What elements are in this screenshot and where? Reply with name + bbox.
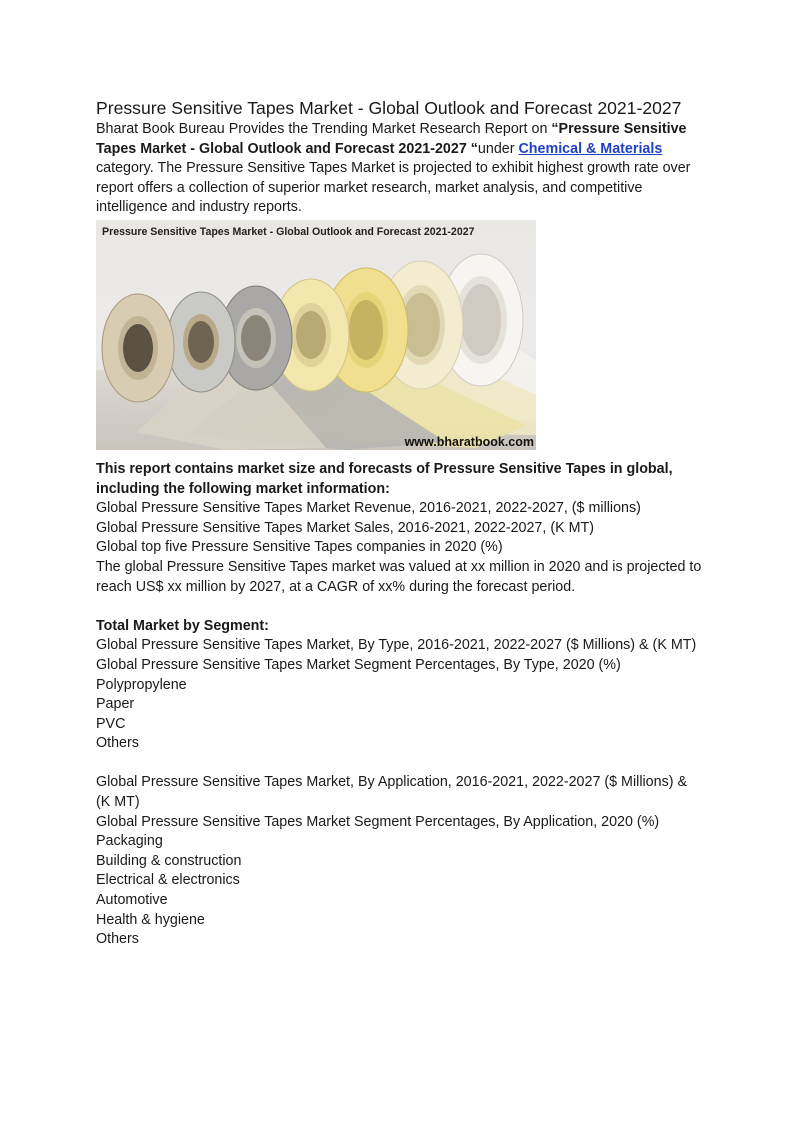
application-item: Others [96,931,139,948]
report-line: Global Pressure Sensitive Tapes Market Revenue, 2016-2021, 2022-2027, ($ millions) [96,500,641,517]
intro-under: under [477,140,519,157]
type-item: PVC [96,715,126,732]
segments-heading: Total Market by Segment: [96,617,269,634]
open-quote: “ [551,121,559,137]
report-contents-heading: This report contains market size and forecasts of Pressure Sensitive Tapes in global, including the following market information: [96,460,673,497]
close-quote: “ [466,140,478,157]
banner-image [96,220,536,450]
category-link[interactable]: Chemical & Materials [518,140,663,157]
application-line: Global Pressure Sensitive Tapes Market, By Application, 2016-2021, 2022-2027 ($ Millions) & (K MT) [96,774,687,811]
application-item: Packaging [96,833,163,850]
intro-prefix: Bharat Book Bureau Provides the Trending Market Research Report on [96,121,552,137]
type-item: Polypropylene [96,676,187,693]
application-item: Health & hygiene [96,911,205,928]
report-line: Global top five Pressure Sensitive Tapes companies in 2020 (%) [96,539,503,556]
intro-paragraph [96,120,702,218]
document-page [96,96,702,950]
application-item: Building & construction [96,852,242,869]
application-item: Electrical & electronics [96,872,240,889]
tape-rolls-illustration [96,220,536,450]
application-line: Global Pressure Sensitive Tapes Market Segment Percentages, By Application, 2020 (%) [96,813,660,830]
report-line: Global Pressure Sensitive Tapes Market Sales, 2016-2021, 2022-2027, (K MT) [96,519,595,536]
type-line: Global Pressure Sensitive Tapes Market, By Type, 2016-2021, 2022-2027 ($ Millions) & (K MT) [96,637,697,654]
page-title: Pressure Sensitive Tapes Market - Global Outlook and Forecast 2021-2027 [96,98,682,118]
banner-title: Pressure Sensitive Tapes Market - Global Outlook and Forecast 2021-2027 [102,225,475,238]
type-item: Paper [96,696,135,713]
type-item: Others [96,735,139,752]
intro-suffix: category. The Pressure Sensitive Tapes Market is projected to exhibit highest growth rate over report offers a collection of superior market research, market analysis, and competitive intelligence and industry reports. [96,160,691,216]
application-item: Automotive [96,892,168,909]
report-title: Pressure Sensitive Tapes Market - Global Outlook and Forecast 2021-2027 [96,121,687,157]
report-line: The global Pressure Sensitive Tapes market was valued at xx million in 2020 and is projected to reach US$ xx million by 2027, at a CAGR of xx% during the forecast period. [96,558,702,595]
type-line: Global Pressure Sensitive Tapes Market Segment Percentages, By Type, 2020 (%) [96,656,621,673]
banner-url: www.bharatbook.com [404,434,534,449]
